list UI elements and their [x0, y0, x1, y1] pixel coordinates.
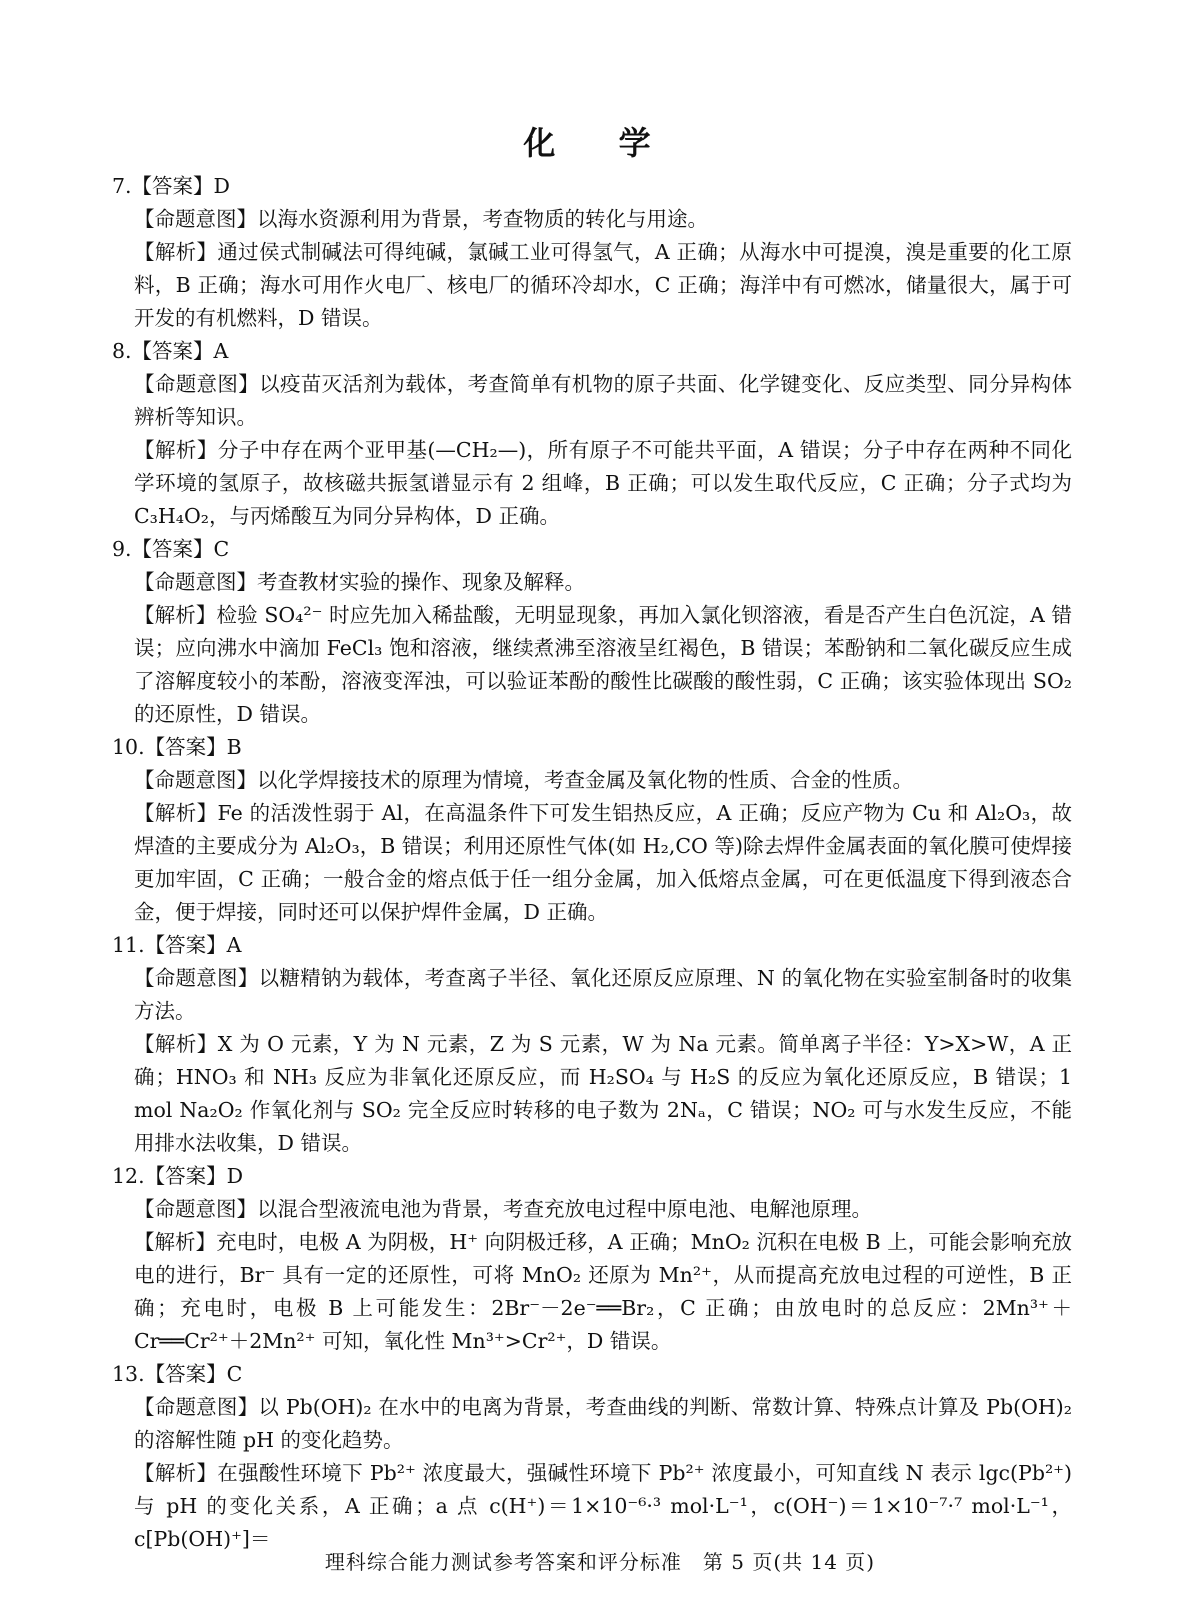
- question-10: [112, 731, 1072, 929]
- question-8: [112, 335, 1072, 533]
- answer-line: 9.【答案】C: [112, 537, 230, 561]
- analysis-paragraph: 【解析】检验 SO₄²⁻ 时应先加入稀盐酸，无明显现象，再加入氯化钡溶液，看是否产生白色沉淀，A 错误；应向沸水中滴加 FeCl₃ 饱和溶液，继续煮沸至溶液呈红褐色，B 错误；苯酚钠和二氧化碳反应生成了溶解度较小的苯酚，溶液变浑浊，可以验证苯酚的酸性比碳酸的酸性弱，C 正确；该实验体现出 SO₂ 的还原性，D 错误。: [134, 603, 1072, 726]
- analysis-paragraph: 【解析】充电时，电极 A 为阴极，H⁺ 向阴极迁移，A 正确；MnO₂ 沉积在电极 B 上，可能会影响充放电的进行，Br⁻ 具有一定的还原性，可将 MnO₂ 还原为 Mn²⁺，从而提高充放电过程的可逆性，B 正确；充电时，电极 B 上可能发生：2Br⁻－2e⁻══Br₂，C 正确；由放电时的总反应：2Mn³⁺＋Cr══Cr²⁺＋2Mn²⁺ 可知，氧化性 Mn³⁺>Cr²⁺，D 错误。: [134, 1230, 1072, 1353]
- answer-line: 12.【答案】D: [112, 1164, 244, 1188]
- page-footer: 理科综合能力测试参考答案和评分标准 第 5 页(共 14 页): [324, 1550, 876, 1574]
- answer-line: 7.【答案】D: [112, 174, 230, 198]
- intent-paragraph: 【命题意图】以 Pb(OH)₂ 在水中的电离为背景，考查曲线的判断、常数计算、特殊点计算及 Pb(OH)₂ 的溶解性随 pH 的变化趋势。: [134, 1395, 1072, 1452]
- page-title: 化 学: [523, 124, 677, 162]
- intent-paragraph: 【命题意图】考查教材实验的操作、现象及解释。: [134, 570, 585, 594]
- answer-line: 10.【答案】B: [112, 735, 242, 759]
- intent-paragraph: 【命题意图】以海水资源利用为背景，考查物质的转化与用途。: [134, 207, 708, 231]
- analysis-paragraph: 【解析】Fe 的活泼性弱于 Al，在高温条件下可发生铝热反应，A 正确；反应产物为 Cu 和 Al₂O₃，故焊渣的主要成分为 Al₂O₃，B 错误；利用还原性气体(如 H₂,CO 等)除去焊件金属表面的氧化膜可使焊接更加牢固，C 正确；一般合金的熔点低于任一组分金属，加入低熔点金属，可在更低温度下得到液态合金，便于焊接，同时还可以保护焊件金属，D 正确。: [134, 801, 1072, 924]
- question-13: [112, 1358, 1072, 1556]
- question-7: [112, 170, 1072, 335]
- intent-paragraph: 【命题意图】以化学焊接技术的原理为情境，考查金属及氧化物的性质、合金的性质。: [134, 768, 913, 792]
- answer-line: 11.【答案】A: [112, 933, 242, 957]
- answer-line: 13.【答案】C: [112, 1362, 243, 1386]
- analysis-paragraph: 【解析】在强酸性环境下 Pb²⁺ 浓度最大，强碱性环境下 Pb²⁺ 浓度最小，可知直线 N 表示 lgc(Pb²⁺)与 pH 的变化关系，A 正确；a 点 c(H⁺)＝1×10⁻⁶·³ mol·L⁻¹，c(OH⁻)＝1×10⁻⁷·⁷ mol·L⁻¹，c[Pb(OH)⁺]＝: [134, 1461, 1072, 1551]
- question-12: [112, 1160, 1072, 1358]
- question-11: [112, 929, 1072, 1160]
- intent-paragraph: 【命题意图】以混合型液流电池为背景，考查充放电过程中原电池、电解池原理。: [134, 1197, 872, 1221]
- analysis-paragraph: 【解析】分子中存在两个亚甲基(—CH₂—)，所有原子不可能共平面，A 错误；分子中存在两种不同化学环境的氢原子，故核磁共振氢谱显示有 2 组峰，B 正确；可以发生取代反应，C 正确；分子式均为 C₃H₄O₂，与丙烯酸互为同分异构体，D 正确。: [134, 438, 1072, 528]
- analysis-paragraph: 【解析】通过侯式制碱法可得纯碱，氯碱工业可得氢气，A 正确；从海水中可提溴，溴是重要的化工原料，B 正确；海水可用作火电厂、核电厂的循环冷却水，C 正确；海洋中有可燃冰，储量很大，属于可开发的有机燃料，D 错误。: [134, 240, 1072, 330]
- answer-list: [112, 170, 1072, 1556]
- intent-paragraph: 【命题意图】以糖精钠为载体，考查离子半径、氧化还原反应原理、N 的氧化物在实验室制备时的收集方法。: [134, 966, 1072, 1023]
- analysis-paragraph: 【解析】X 为 O 元素，Y 为 N 元素，Z 为 S 元素，W 为 Na 元素。简单离子半径：Y>X>W，A 正确；HNO₃ 和 NH₃ 反应为非氧化还原反应，而 H₂SO₄ 与 H₂S 的反应为氧化还原反应，B 错误；1 mol Na₂O₂ 作氧化剂与 SO₂ 完全反应时转移的电子数为 2Nₐ，C 错误；NO₂ 可与水发生反应，不能用排水法收集，D 错误。: [134, 1032, 1072, 1155]
- intent-paragraph: 【命题意图】以疫苗灭活剂为载体，考查简单有机物的原子共面、化学键变化、反应类型、同分异构体辨析等知识。: [134, 372, 1072, 429]
- answer-line: 8.【答案】A: [112, 339, 229, 363]
- question-9: [112, 533, 1072, 731]
